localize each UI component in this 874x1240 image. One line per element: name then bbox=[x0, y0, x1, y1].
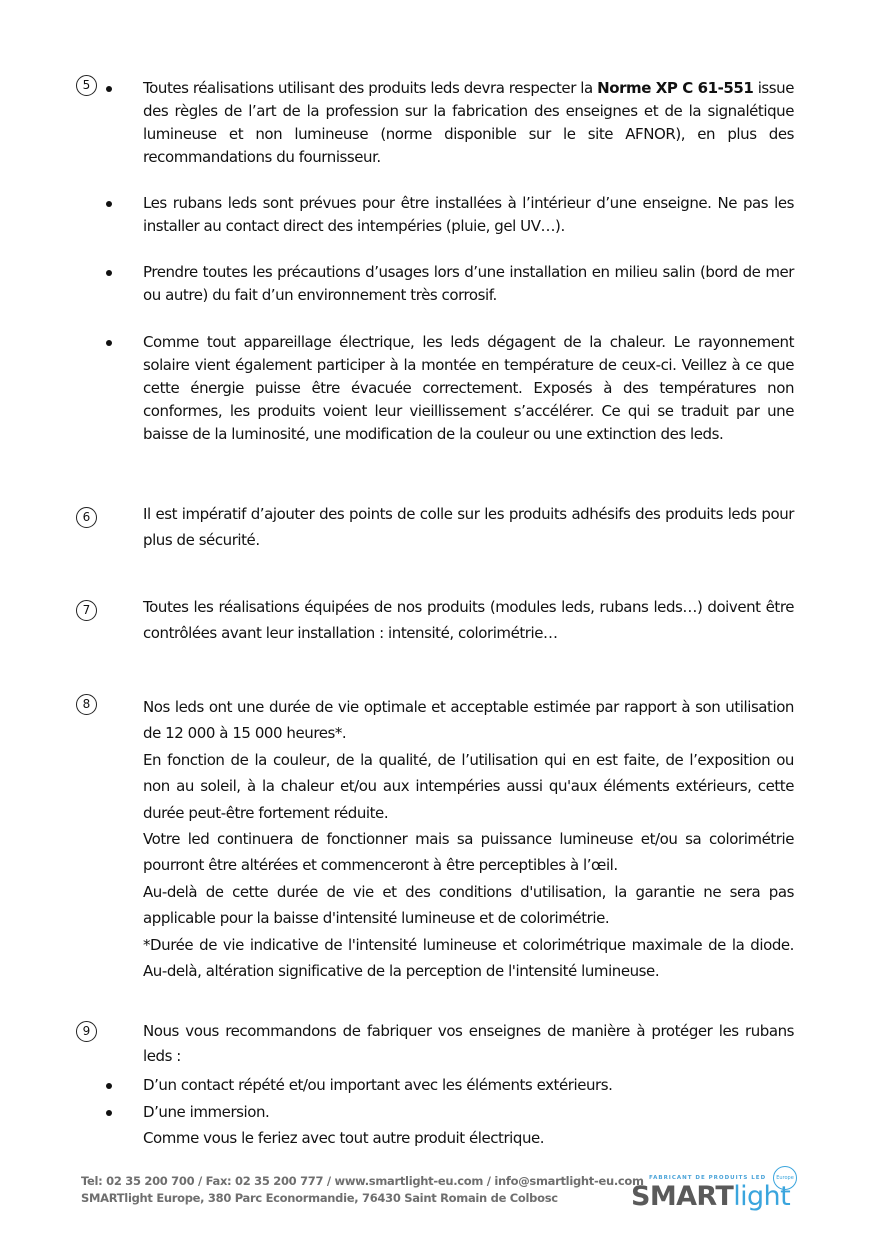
section-5-bullet-3: Prendre toutes les précautions d’usages lors d’une installation en milieu salin (bord de mer ou autre) du fait d’un environnement très corrosif. bbox=[143, 263, 794, 304]
section-8-paragraph-4: Au-delà de cette durée de vie et des conditions d'utilisation, la garantie ne sera pas applicable pour la baisse d'intensité lumineuse et de colorimétrie. bbox=[143, 882, 794, 928]
section-8-paragraph-1: Nos leds ont une durée de vie optimale et acceptable estimée par rapport à son utilisation de 12 000 à 15 000 heures*. bbox=[143, 698, 794, 743]
section-6-text: Il est impératif d’ajouter des points de colle sur les produits adhésifs des produits leds pour plus de sécurité. bbox=[143, 505, 794, 550]
bullet-point bbox=[104, 268, 114, 278]
bullet-point bbox=[104, 199, 114, 209]
section-9-bullet-1: D’un contact répété et/ou important avec les éléments extérieurs. bbox=[143, 1076, 613, 1094]
section-number-7: 7 bbox=[76, 600, 97, 621]
section-8-paragraph-2: En fonction de la couleur, de la qualité, de l’utilisation qui en est faite, de l’exposition ou non au soleil, à la chaleur et/ou aux intempéries aussi qu'aux éléments extérieurs, cette durée peut-être fortement réduite. bbox=[143, 750, 794, 822]
footer-address: SMARTlight Europe, 380 Parc Econormandie, 76430 Saint Romain de Colbosc bbox=[81, 1191, 558, 1205]
smartlight-logo: SMARTlight bbox=[631, 1181, 791, 1212]
section-number-6: 6 bbox=[76, 507, 97, 528]
norme-reference: Norme XP C 61-551 bbox=[597, 79, 754, 97]
section-9-bullet-2: D’une immersion. bbox=[143, 1103, 270, 1121]
section-number-5: 5 bbox=[76, 75, 97, 96]
section-number-8: 8 bbox=[76, 694, 97, 715]
bullet-point bbox=[104, 1081, 114, 1091]
section-7-text: Toutes les réalisations équipées de nos produits (modules leds, rubans leds…) doivent être contrôlées avant leur installation : intensité, colorimétrie… bbox=[143, 598, 794, 643]
logo-badge: Europe bbox=[773, 1166, 797, 1190]
bullet-point bbox=[104, 1108, 114, 1118]
section-number-9: 9 bbox=[76, 1021, 97, 1042]
bullet-point bbox=[104, 338, 114, 348]
bullet-point bbox=[104, 84, 114, 94]
section-9-intro: Nous vous recommandons de fabriquer vos enseignes de manière à protéger les rubans leds : bbox=[143, 1022, 794, 1065]
section-8-paragraph-3: Votre led continuera de fonctionner mais sa puissance lumineuse et/ou sa colorimétrie pourront être altérées et commenceront à être perceptibles à l’œil. bbox=[143, 830, 794, 875]
section-5-bullet-4: Comme tout appareillage électrique, les leds dégagent de la chaleur. Le rayonnement solaire vient également participer à la montée en température de ceux-ci. Veillez à ce que cette énergie puisse être évacuée correctement. Exposés à des températures non conformes, les produits voient leur vieillissement s’accélérer. Ce qui se traduit par une baisse de la luminosité, une modification de la couleur ou une extinction des leds. bbox=[143, 333, 794, 443]
section-5-bullet-1: Toutes réalisations utilisant des produits leds devra respecter la Norme XP C 61-551 issue des règles de l’art de la profession sur la fabrication des enseignes et de la signalétique lumineuse et non lumineuse (norme disponible sur le site AFNOR), en plus des recommandations du fournisseur. bbox=[143, 79, 794, 166]
section-8-text bbox=[143, 694, 794, 984]
logo-tagline: FABRICANT DE PRODUITS LED bbox=[649, 1175, 767, 1181]
section-8-paragraph-5: *Durée de vie indicative de l'intensité lumineuse et colorimétrique maximale de la diode. Au-delà, altération significative de la perception de l'intensité lumineuse. bbox=[143, 935, 794, 981]
footer-contact: Tel: 02 35 200 700 / Fax: 02 35 200 777 / www.smartlight-eu.com / info@smartlight-eu.com bbox=[81, 1174, 644, 1188]
section-9-closing: Comme vous le feriez avec tout autre produit électrique. bbox=[143, 1129, 545, 1147]
section-5-bullet-2: Les rubans leds sont prévues pour être installées à l’intérieur d’une enseigne. Ne pas les installer au contact direct des intempéries (pluie, gel UV…). bbox=[143, 194, 794, 235]
